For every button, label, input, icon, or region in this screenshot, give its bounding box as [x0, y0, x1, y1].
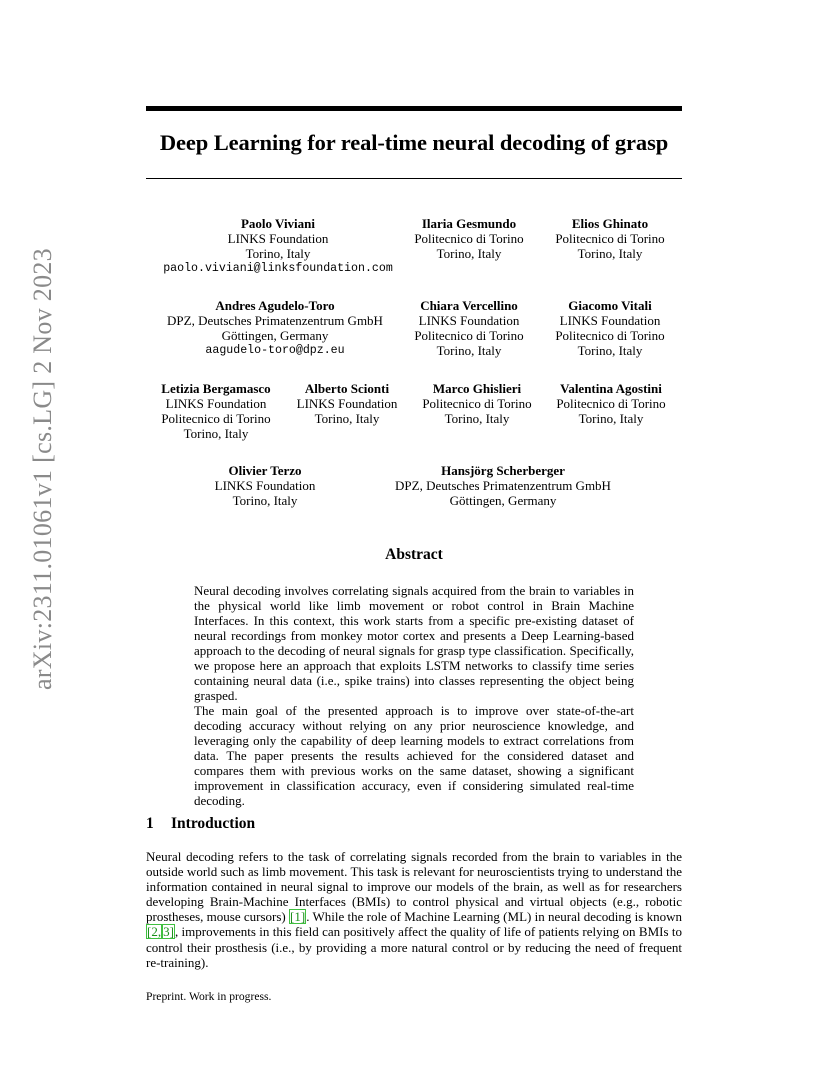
author-name: Marco Ghislieri	[432, 381, 522, 396]
author-location: Torino, Italy	[436, 246, 502, 261]
author-name: Paolo Viviani	[240, 216, 316, 231]
author-affiliation: LINKS Foundation	[296, 396, 398, 411]
author-affiliation: LINKS Foundation	[559, 313, 661, 328]
author-name: Alberto Scionti	[304, 381, 390, 396]
abstract-body	[194, 583, 634, 808]
author-location: Göttingen, Germany	[449, 493, 557, 508]
author-block	[412, 381, 542, 426]
author-block	[404, 298, 534, 358]
citation-link[interactable]: [2,	[147, 924, 162, 940]
intro-paragraph	[146, 849, 682, 970]
intro-text: , improvements in this field can positively affect the quality of life of patients relying on BMIs to control their prosthesis (i.e., by providing a more natural control or by reducing the need of frequent re-training).	[146, 924, 682, 970]
author-affiliation: Politecnico di Torino	[422, 396, 532, 411]
author-affiliation: LINKS Foundation	[227, 231, 329, 246]
author-affiliation: Politecnico di Torino	[555, 231, 665, 246]
author-block	[378, 463, 628, 508]
section-number: 1	[146, 815, 154, 832]
author-affiliation: Politecnico di Torino	[414, 328, 524, 343]
author-affiliation: DPZ, Deutsches Primatenzentrum GmbH	[167, 313, 383, 328]
title-bottom-rule	[146, 178, 682, 179]
citation-link[interactable]: [1]	[290, 909, 306, 925]
author-block	[160, 216, 396, 276]
author-name: Hansjörg Scherberger	[441, 463, 565, 478]
author-affiliation: LINKS Foundation	[214, 478, 316, 493]
section-title: Introduction	[171, 815, 256, 832]
author-affiliation: LINKS Foundation	[418, 313, 520, 328]
author-block	[404, 216, 534, 261]
citation-link[interactable]: 3]	[163, 924, 174, 940]
author-location: Torino, Italy	[577, 246, 643, 261]
author-location: Torino, Italy	[245, 246, 311, 261]
paper-title: Deep Learning for real-time neural decoding of grasp	[159, 130, 669, 155]
title-top-rule	[146, 106, 682, 111]
author-name: Valentina Agostini	[560, 381, 662, 396]
author-name: Letizia Bergamasco	[161, 381, 271, 396]
author-location: Torino, Italy	[183, 426, 249, 441]
author-name: Chiara Vercellino	[420, 298, 518, 313]
abstract-paragraph: The main goal of the presented approach is to improve over state-of-the-art decoding accuracy without relying on any prior neuroscience knowledge, and leveraging only the capability of deep learning models to extract correlations from data. The paper presents the results achieved for the considered dataset and compares them with previous works on the same dataset, showing a significant improvement in classification accuracy, even if considering simulated real-time decoding.	[194, 703, 634, 808]
author-name: Olivier Terzo	[228, 463, 302, 478]
author-affiliation: LINKS Foundation	[165, 396, 267, 411]
author-block	[200, 463, 330, 508]
author-email[interactable]: aagudelo-toro@dpz.eu	[205, 344, 345, 357]
intro-text: Neural decoding refers to the task of correlating signals recorded from the brain to variables in the outside world such as limb movement. This task is relevant for neuroscientists trying to understand the information contained in neural signal to improve our models of the brain, as well as for researchers developing Brain-Machine Interfaces (BMIs) to control physical and virtual objects (e.g., robotic prostheses, mouse cursors)	[146, 849, 682, 925]
author-location: Torino, Italy	[436, 343, 502, 358]
author-location: Torino, Italy	[577, 343, 643, 358]
author-location: Torino, Italy	[578, 411, 644, 426]
author-block	[544, 298, 676, 358]
abstract-heading: Abstract	[385, 546, 443, 563]
author-affiliation: Politecnico di Torino	[161, 411, 271, 426]
author-affiliation: Politecnico di Torino	[414, 231, 524, 246]
author-affiliation: Politecnico di Torino	[556, 396, 666, 411]
author-name: Giacomo Vitali	[568, 298, 652, 313]
author-block	[150, 298, 400, 358]
author-location: Göttingen, Germany	[221, 328, 329, 343]
author-affiliation: DPZ, Deutsches Primatenzentrum GmbH	[395, 478, 611, 493]
author-location: Torino, Italy	[314, 411, 380, 426]
footnote: Preprint. Work in progress.	[146, 990, 272, 1003]
section-heading	[146, 815, 255, 833]
author-location: Torino, Italy	[444, 411, 510, 426]
author-block	[546, 216, 674, 261]
author-location: Torino, Italy	[232, 493, 298, 508]
author-email[interactable]: paolo.viviani@linksfoundation.com	[163, 262, 393, 275]
arxiv-identifier: arXiv:2311.01061v1 [cs.LG] 2 Nov 2023	[28, 248, 57, 690]
author-name: Ilaria Gesmundo	[421, 216, 517, 231]
author-block	[150, 381, 282, 441]
author-block	[546, 381, 676, 426]
author-affiliation: Politecnico di Torino	[555, 328, 665, 343]
abstract-paragraph: Neural decoding involves correlating signals acquired from the brain to variables in the physical world like limb movement or robot control in Brain Machine Interfaces. In this context, this work starts from a specific pre-existing dataset of neural recordings from monkey motor cortex and presents a Deep Learning-based approach to the decoding of neural signals for grasp type classification. Specifically, we propose here an approach that exploits LSTM networks to classify time series containing neural data (i.e., spike trains) into classes representing the object being grasped.	[194, 583, 634, 703]
author-name: Andres Agudelo-Toro	[215, 298, 335, 313]
intro-text: . While the role of Machine Learning (ML) in neural decoding is known	[306, 909, 682, 925]
intro-body	[146, 849, 682, 970]
author-block	[290, 381, 404, 426]
author-name: Elios Ghinato	[571, 216, 649, 231]
